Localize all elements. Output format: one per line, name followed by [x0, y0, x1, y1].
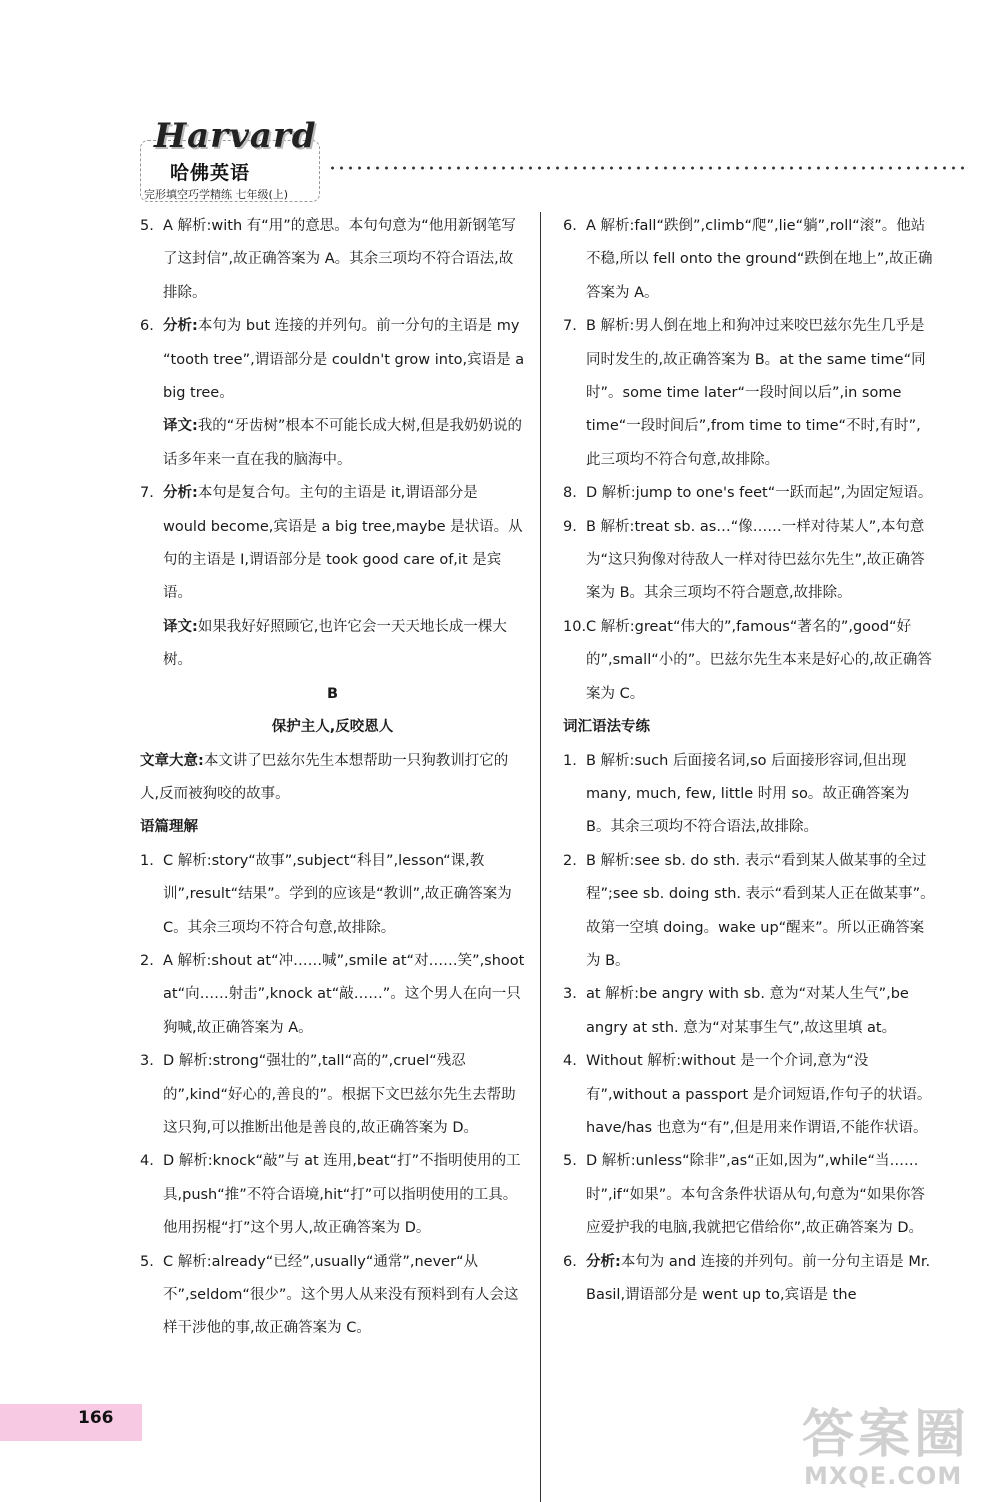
answer-item: 5. A 解析:with 有“用”的意思。本句句意为“他用新钢笔写了这封信”,故正确答案为 A。其余三项均不符合语法,故排除。 [140, 218, 516, 301]
translation: 译文:我的“牙齿树”根本不可能长成大树,但是我奶奶说的话多年来一直在我的脑海中。 [163, 418, 522, 468]
answer-item: 1. B 解析:such 后面接名词,so 后面接形容词,但出现 many, much, few, little 时用 so。故正确答案为 B。其余三项均不符合语法,故排除。 [563, 752, 910, 836]
dotted-rule [328, 166, 970, 170]
answer-item: 5. C 解析:already“已经”,usually“通常”,never“从不”,seldom“很少”。这个男人从来没有预料到有人会这样干涉他的事,故正确答案为 C。 [140, 1253, 519, 1337]
answer-item: 3. at 解析:be angry with sb. 意为“对某人生气”,be angry at sth. 意为“对某事生气”,故这里填 at。 [563, 986, 909, 1036]
answer-item: 2. B 解析:see sb. do sth. 表示“看到某人做某事的全过程”;see sb. doing sth. 表示“看到某人正在做某事”。故第一空填 doing。wake up“醒来”。所以正确答案为 B。 [563, 852, 935, 969]
section-heading: 语篇理解 [140, 819, 198, 836]
summary: 文章大意:本文讲了巴兹尔先生本想帮助一只狗教训打它的人,反而被狗咬的故事。 [140, 752, 509, 802]
section-heading: 词汇语法专练 [563, 719, 650, 736]
logo-chinese-title: 哈佛英语 [170, 162, 251, 184]
section-title: 保护主人,反咬恩人 [271, 719, 394, 736]
answer-item: 7. B 解析:男人倒在地上和狗冲过来咬巴兹尔先生几乎是同时发生的,故正确答案为 B。at the same time“同时”。some time later“一段时间以后”,in some time“一段时间后”,from time to time“不时,有时”,此三项均不符合句意,故排除。 [563, 318, 926, 468]
answer-item: 4. D 解析:knock“敲”与 at 连用,beat“打”不指明使用的工具,push“推”不符合语境,hit“打”可以指明使用的工具。他用拐棍“打”这个男人,故正确答案为 D。 [140, 1153, 521, 1237]
answer-item: 6. A 解析:fall“跌倒”,climb“爬”,lie“躺”,roll“滚”。他站不稳,所以 fell onto the ground“跌倒在地上”,故正确答案为 A。 [563, 218, 933, 301]
translation: 译文:如果我好好照顾它,也许它会一天天地长成一棵大树。 [163, 618, 507, 669]
answer-item: 9. B 解析:treat sb. as…“像……一样对待某人”,本句意为“这只狗像对待敌人一样对待巴兹尔先生”,故正确答案为 B。其余三项均不符合题意,故排除。 [563, 518, 925, 602]
page-header [140, 118, 970, 208]
answer-item: 3. D 解析:strong“强壮的”,tall“高的”,cruel“残忍的”,kind“好心的,善良的”。根据下文巴兹尔先生去帮助这只狗,可以推断出他是善良的,故正确答案为 D。 [140, 1053, 516, 1136]
book-subtitle: 完形填空巧学精练 七年级(上) [144, 188, 289, 201]
answer-item: 8. D 解析:jump to one's feet“一跃而起”,为固定短语。 [563, 485, 933, 502]
answer-item: 5. D 解析:unless“除非”,as“正如,因为”,while“当……时”,if“如果”。本句含条件状语从句,句意为“如果你答应爱护我的电脑,我就把它借给你”,故正确答案为 D。 [563, 1153, 925, 1237]
analysis-item: 6. 分析:本句为 but 连接的并列句。前一分句的主语是 my “tooth tree”,谓语部分是 couldn't grow into,宾语是 a big tree。 [140, 318, 525, 402]
logo-harvard: Harvard [154, 116, 317, 156]
watermark-url: MXQE.COM [804, 1462, 963, 1490]
page-number: 166 [78, 1408, 114, 1428]
answer-item: 4. Without 解析:without 是一个介词,意为“没有”,without a passport 是介词短语,作句子的状语。have/has 也意为“有”,但是用来作谓语,不能作状语。 [563, 1053, 932, 1136]
page-number-bar [0, 1404, 142, 1441]
answer-item: 10.C 解析:great“伟大的”,famous“著名的”,good“好的”,small“小的”。巴兹尔先生本来是好心的,故正确答案为 C。 [563, 618, 932, 702]
column-divider [540, 212, 541, 1502]
answer-item: 2. A 解析:shout at“冲……喊”,smile at“对……笑”,shoot at“向……射击”,knock at“敲……”。这个男人在向一只狗喊,故正确答案为 A。 [140, 952, 525, 1036]
section-letter: B [326, 685, 339, 702]
watermark [790, 1392, 995, 1497]
analysis-item: 7. 分析:本句是复合句。主句的主语是 it,谓语部分是 would become,宾语是 a big tree,maybe 是状语。从句的主语是 I,谓语部分是 took good care of,it 是宾语。 [140, 485, 523, 602]
right-column [563, 210, 935, 1312]
analysis-item: 6. 分析:本句为 and 连接的并列句。前一分句主语是 Mr. Basil,谓语部分是 went up to,宾语是 the [563, 1253, 931, 1303]
watermark-text: 答案圈 [802, 1405, 971, 1465]
left-column [140, 210, 525, 1346]
answer-item: 1. C 解析:story“故事”,subject“科目”,lesson“课,教训”,result“结果”。学到的应该是“教训”,故正确答案为 C。其余三项均不符合句意,故排除。 [140, 852, 512, 936]
